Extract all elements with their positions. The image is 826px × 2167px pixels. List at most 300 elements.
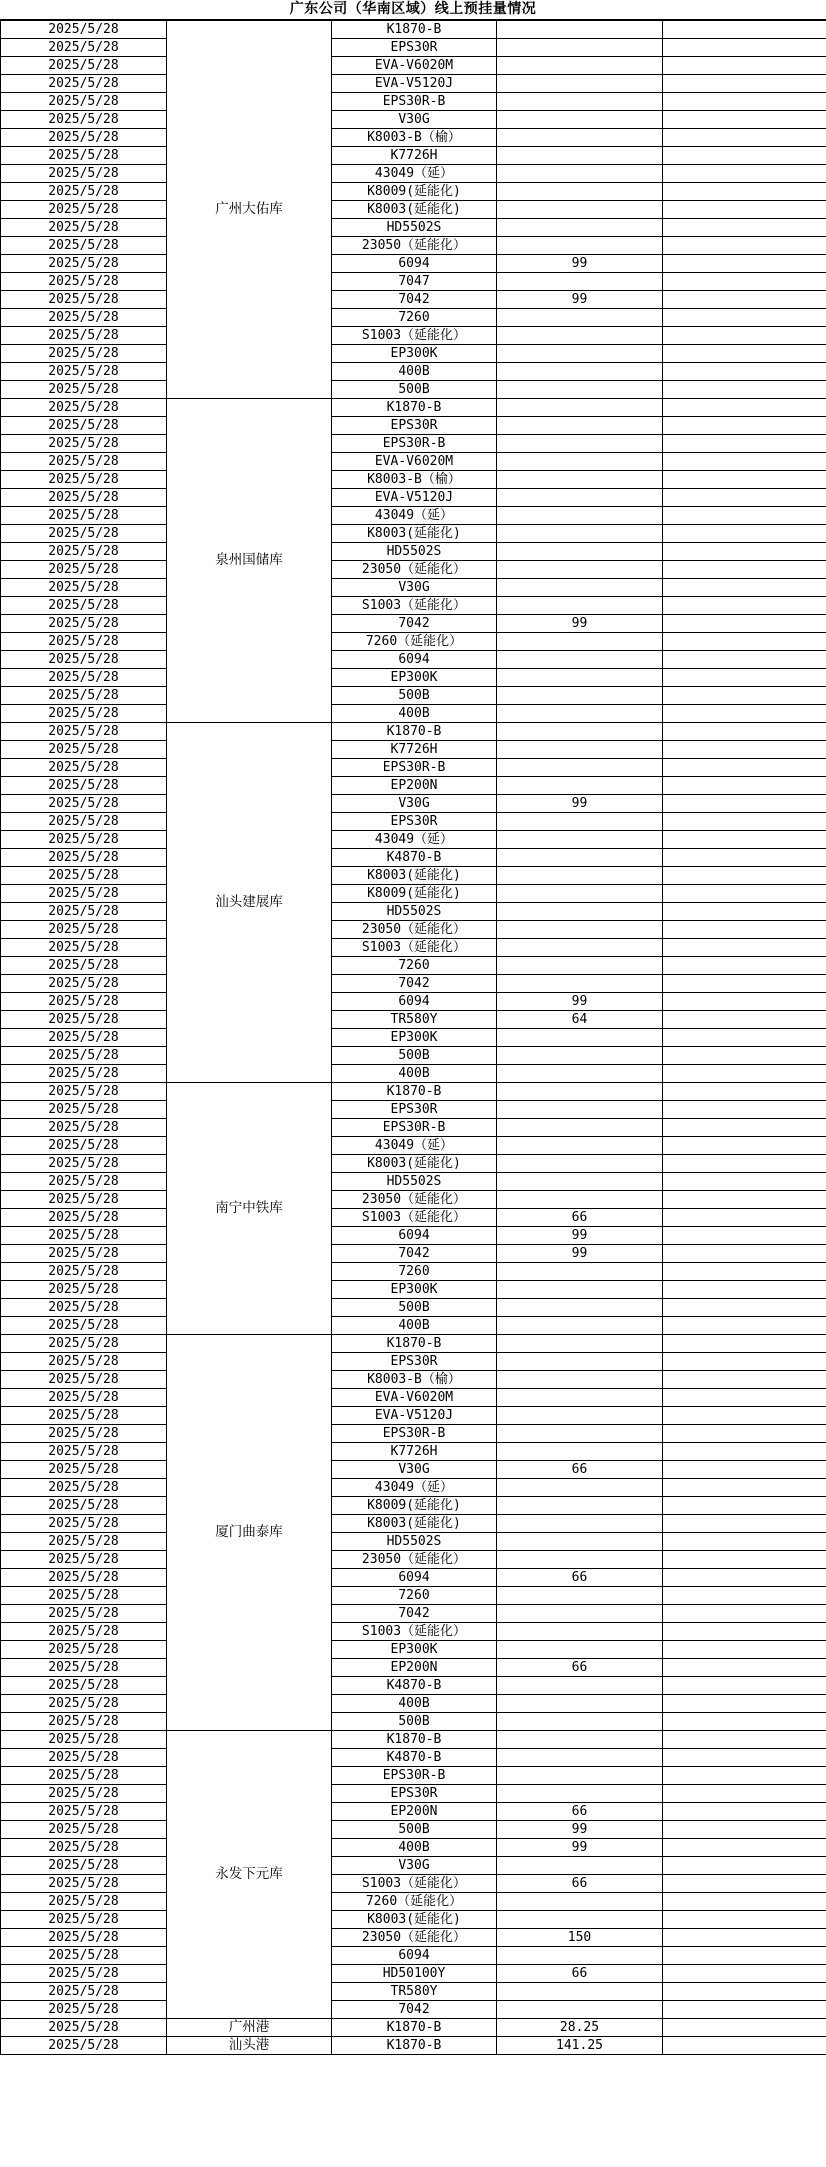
quantity-cell[interactable] (497, 327, 663, 345)
empty-cell[interactable] (663, 1119, 826, 1137)
quantity-cell[interactable] (497, 705, 663, 723)
date-cell[interactable]: 2025/5/28 (1, 867, 167, 885)
empty-cell[interactable] (663, 543, 826, 561)
quantity-cell[interactable] (497, 111, 663, 129)
empty-cell[interactable] (663, 579, 826, 597)
product-cell[interactable]: EVA-V5120J (332, 489, 497, 507)
product-cell[interactable]: K1870-B (332, 2037, 497, 2055)
product-cell[interactable]: 7042 (332, 615, 497, 633)
product-cell[interactable]: EP200N (332, 1803, 497, 1821)
date-cell[interactable]: 2025/5/28 (1, 741, 167, 759)
date-cell[interactable]: 2025/5/28 (1, 1947, 167, 1965)
product-cell[interactable]: 6094 (332, 1947, 497, 1965)
quantity-cell[interactable]: 66 (497, 1209, 663, 1227)
product-cell[interactable]: 23050（延能化） (332, 237, 497, 255)
empty-cell[interactable] (663, 219, 826, 237)
product-cell[interactable]: 400B (332, 1695, 497, 1713)
quantity-cell[interactable] (497, 1785, 663, 1803)
quantity-cell[interactable] (497, 1947, 663, 1965)
date-cell[interactable]: 2025/5/28 (1, 2001, 167, 2019)
quantity-cell[interactable] (497, 1749, 663, 1767)
quantity-cell[interactable] (497, 1497, 663, 1515)
product-cell[interactable]: K7726H (332, 741, 497, 759)
quantity-cell[interactable] (497, 363, 663, 381)
product-cell[interactable]: 500B (332, 1047, 497, 1065)
date-cell[interactable]: 2025/5/28 (1, 1281, 167, 1299)
quantity-cell[interactable] (497, 1893, 663, 1911)
quantity-cell[interactable] (497, 1479, 663, 1497)
product-cell[interactable]: K8009(延能化) (332, 885, 497, 903)
quantity-cell[interactable] (497, 777, 663, 795)
product-cell[interactable]: EPS30R (332, 813, 497, 831)
empty-cell[interactable] (663, 795, 826, 813)
date-cell[interactable]: 2025/5/28 (1, 291, 167, 309)
quantity-cell[interactable] (497, 741, 663, 759)
date-cell[interactable]: 2025/5/28 (1, 1443, 167, 1461)
date-cell[interactable]: 2025/5/28 (1, 687, 167, 705)
product-cell[interactable]: EVA-V5120J (332, 1407, 497, 1425)
product-cell[interactable]: EVA-V6020M (332, 57, 497, 75)
quantity-cell[interactable]: 99 (497, 255, 663, 273)
product-cell[interactable]: EPS30R-B (332, 93, 497, 111)
date-cell[interactable]: 2025/5/28 (1, 1155, 167, 1173)
empty-cell[interactable] (663, 1713, 826, 1731)
date-cell[interactable]: 2025/5/28 (1, 201, 167, 219)
product-cell[interactable]: EVA-V5120J (332, 75, 497, 93)
quantity-cell[interactable] (497, 399, 663, 417)
quantity-cell[interactable] (497, 525, 663, 543)
quantity-cell[interactable] (497, 1101, 663, 1119)
quantity-cell[interactable]: 99 (497, 1821, 663, 1839)
quantity-cell[interactable] (497, 1047, 663, 1065)
quantity-cell[interactable] (497, 921, 663, 939)
quantity-cell[interactable] (497, 687, 663, 705)
empty-cell[interactable] (663, 903, 826, 921)
quantity-cell[interactable] (497, 1353, 663, 1371)
quantity-cell[interactable] (497, 1173, 663, 1191)
warehouse-cell[interactable]: 厦门曲泰库 (167, 1335, 332, 1731)
product-cell[interactable]: 7260 (332, 957, 497, 975)
empty-cell[interactable] (663, 291, 826, 309)
quantity-cell[interactable] (497, 1857, 663, 1875)
product-cell[interactable]: 7042 (332, 975, 497, 993)
empty-cell[interactable] (663, 2019, 826, 2037)
quantity-cell[interactable] (497, 1065, 663, 1083)
date-cell[interactable]: 2025/5/28 (1, 1569, 167, 1587)
empty-cell[interactable] (663, 1839, 826, 1857)
date-cell[interactable]: 2025/5/28 (1, 651, 167, 669)
quantity-cell[interactable] (497, 633, 663, 651)
product-cell[interactable]: K1870-B (332, 1731, 497, 1749)
product-cell[interactable]: K8003(延能化) (332, 201, 497, 219)
product-cell[interactable]: 23050（延能化） (332, 1929, 497, 1947)
date-cell[interactable]: 2025/5/28 (1, 1623, 167, 1641)
quantity-cell[interactable] (497, 381, 663, 399)
date-cell[interactable]: 2025/5/28 (1, 1695, 167, 1713)
date-cell[interactable]: 2025/5/28 (1, 975, 167, 993)
quantity-cell[interactable] (497, 1317, 663, 1335)
empty-cell[interactable] (663, 1875, 826, 1893)
date-cell[interactable]: 2025/5/28 (1, 1929, 167, 1947)
quantity-cell[interactable] (497, 129, 663, 147)
empty-cell[interactable] (663, 1371, 826, 1389)
empty-cell[interactable] (663, 525, 826, 543)
quantity-cell[interactable] (497, 1713, 663, 1731)
date-cell[interactable]: 2025/5/28 (1, 417, 167, 435)
date-cell[interactable]: 2025/5/28 (1, 1911, 167, 1929)
product-cell[interactable]: K8003(延能化) (332, 1155, 497, 1173)
product-cell[interactable]: 6094 (332, 651, 497, 669)
product-cell[interactable]: K8003(延能化) (332, 1515, 497, 1533)
date-cell[interactable]: 2025/5/28 (1, 1659, 167, 1677)
date-cell[interactable]: 2025/5/28 (1, 849, 167, 867)
product-cell[interactable]: K7726H (332, 147, 497, 165)
product-cell[interactable]: V30G (332, 579, 497, 597)
date-cell[interactable]: 2025/5/28 (1, 1839, 167, 1857)
quantity-cell[interactable] (497, 561, 663, 579)
product-cell[interactable]: 500B (332, 381, 497, 399)
empty-cell[interactable] (663, 1569, 826, 1587)
product-cell[interactable]: 7260（延能化） (332, 633, 497, 651)
date-cell[interactable]: 2025/5/28 (1, 2037, 167, 2055)
warehouse-cell[interactable]: 永发下元库 (167, 1731, 332, 2019)
empty-cell[interactable] (663, 327, 826, 345)
quantity-cell[interactable]: 66 (497, 1965, 663, 1983)
date-cell[interactable]: 2025/5/28 (1, 1767, 167, 1785)
quantity-cell[interactable] (497, 1551, 663, 1569)
product-cell[interactable]: K8009(延能化) (332, 1497, 497, 1515)
quantity-cell[interactable] (497, 237, 663, 255)
date-cell[interactable]: 2025/5/28 (1, 1983, 167, 2001)
empty-cell[interactable] (663, 75, 826, 93)
product-cell[interactable]: 7042 (332, 1605, 497, 1623)
quantity-cell[interactable] (497, 273, 663, 291)
date-cell[interactable]: 2025/5/28 (1, 435, 167, 453)
date-cell[interactable]: 2025/5/28 (1, 831, 167, 849)
empty-cell[interactable] (663, 1623, 826, 1641)
date-cell[interactable]: 2025/5/28 (1, 1371, 167, 1389)
date-cell[interactable]: 2025/5/28 (1, 561, 167, 579)
date-cell[interactable]: 2025/5/28 (1, 1191, 167, 1209)
date-cell[interactable]: 2025/5/28 (1, 957, 167, 975)
empty-cell[interactable] (663, 201, 826, 219)
quantity-cell[interactable] (497, 1389, 663, 1407)
date-cell[interactable]: 2025/5/28 (1, 453, 167, 471)
product-cell[interactable]: K1870-B (332, 21, 497, 39)
empty-cell[interactable] (663, 1551, 826, 1569)
date-cell[interactable]: 2025/5/28 (1, 1011, 167, 1029)
empty-cell[interactable] (663, 183, 826, 201)
empty-cell[interactable] (663, 885, 826, 903)
empty-cell[interactable] (663, 237, 826, 255)
product-cell[interactable]: 7042 (332, 2001, 497, 2019)
date-cell[interactable]: 2025/5/28 (1, 1389, 167, 1407)
empty-cell[interactable] (663, 1245, 826, 1263)
date-cell[interactable]: 2025/5/28 (1, 1677, 167, 1695)
date-cell[interactable]: 2025/5/28 (1, 1497, 167, 1515)
product-cell[interactable]: 23050（延能化） (332, 561, 497, 579)
date-cell[interactable]: 2025/5/28 (1, 489, 167, 507)
quantity-cell[interactable] (497, 723, 663, 741)
empty-cell[interactable] (663, 1407, 826, 1425)
empty-cell[interactable] (663, 1587, 826, 1605)
date-cell[interactable]: 2025/5/28 (1, 615, 167, 633)
date-cell[interactable]: 2025/5/28 (1, 1605, 167, 1623)
date-cell[interactable]: 2025/5/28 (1, 2019, 167, 2037)
product-cell[interactable]: EPS30R-B (332, 759, 497, 777)
product-cell[interactable]: S1003（延能化） (332, 939, 497, 957)
date-cell[interactable]: 2025/5/28 (1, 345, 167, 363)
empty-cell[interactable] (663, 39, 826, 57)
quantity-cell[interactable] (497, 1515, 663, 1533)
empty-cell[interactable] (663, 1299, 826, 1317)
quantity-cell[interactable] (497, 813, 663, 831)
quantity-cell[interactable] (497, 1677, 663, 1695)
quantity-cell[interactable] (497, 57, 663, 75)
empty-cell[interactable] (663, 1929, 826, 1947)
product-cell[interactable]: HD5502S (332, 1533, 497, 1551)
empty-cell[interactable] (663, 1443, 826, 1461)
product-cell[interactable]: K8003-B（榆） (332, 129, 497, 147)
empty-cell[interactable] (663, 561, 826, 579)
empty-cell[interactable] (663, 1479, 826, 1497)
quantity-cell[interactable] (497, 1587, 663, 1605)
quantity-cell[interactable] (497, 1155, 663, 1173)
product-cell[interactable]: S1003（延能化） (332, 327, 497, 345)
product-cell[interactable]: HD5502S (332, 219, 497, 237)
quantity-cell[interactable] (497, 417, 663, 435)
product-cell[interactable]: 7260 (332, 1587, 497, 1605)
product-cell[interactable]: 43049（延） (332, 165, 497, 183)
quantity-cell[interactable] (497, 147, 663, 165)
quantity-cell[interactable]: 99 (497, 1245, 663, 1263)
quantity-cell[interactable] (497, 1335, 663, 1353)
product-cell[interactable]: EPS30R (332, 39, 497, 57)
product-cell[interactable]: 7260 (332, 1263, 497, 1281)
quantity-cell[interactable]: 66 (497, 1461, 663, 1479)
warehouse-cell[interactable]: 汕头建展库 (167, 723, 332, 1083)
quantity-cell[interactable]: 99 (497, 291, 663, 309)
empty-cell[interactable] (663, 687, 826, 705)
empty-cell[interactable] (663, 615, 826, 633)
quantity-cell[interactable] (497, 1119, 663, 1137)
quantity-cell[interactable] (497, 1137, 663, 1155)
empty-cell[interactable] (663, 1227, 826, 1245)
quantity-cell[interactable] (497, 1641, 663, 1659)
empty-cell[interactable] (663, 2037, 826, 2055)
product-cell[interactable]: HD5502S (332, 1173, 497, 1191)
empty-cell[interactable] (663, 993, 826, 1011)
quantity-cell[interactable] (497, 21, 663, 39)
product-cell[interactable]: EP200N (332, 777, 497, 795)
product-cell[interactable]: 43049（延） (332, 1479, 497, 1497)
product-cell[interactable]: 400B (332, 1839, 497, 1857)
date-cell[interactable]: 2025/5/28 (1, 1245, 167, 1263)
empty-cell[interactable] (663, 1497, 826, 1515)
empty-cell[interactable] (663, 1731, 826, 1749)
date-cell[interactable]: 2025/5/28 (1, 1587, 167, 1605)
empty-cell[interactable] (663, 489, 826, 507)
date-cell[interactable]: 2025/5/28 (1, 39, 167, 57)
quantity-cell[interactable] (497, 1533, 663, 1551)
date-cell[interactable]: 2025/5/28 (1, 57, 167, 75)
empty-cell[interactable] (663, 1695, 826, 1713)
quantity-cell[interactable]: 28.25 (497, 2019, 663, 2037)
date-cell[interactable]: 2025/5/28 (1, 381, 167, 399)
quantity-cell[interactable] (497, 1911, 663, 1929)
empty-cell[interactable] (663, 1893, 826, 1911)
empty-cell[interactable] (663, 849, 826, 867)
date-cell[interactable]: 2025/5/28 (1, 237, 167, 255)
product-cell[interactable]: 6094 (332, 1227, 497, 1245)
product-cell[interactable]: HD50100Y (332, 1965, 497, 1983)
empty-cell[interactable] (663, 1335, 826, 1353)
product-cell[interactable]: S1003（延能化） (332, 1623, 497, 1641)
empty-cell[interactable] (663, 1317, 826, 1335)
date-cell[interactable]: 2025/5/28 (1, 1515, 167, 1533)
date-cell[interactable]: 2025/5/28 (1, 1857, 167, 1875)
product-cell[interactable]: K1870-B (332, 723, 497, 741)
product-cell[interactable]: EP300K (332, 1641, 497, 1659)
empty-cell[interactable] (663, 723, 826, 741)
product-cell[interactable]: K1870-B (332, 399, 497, 417)
empty-cell[interactable] (663, 1065, 826, 1083)
product-cell[interactable]: K7726H (332, 1443, 497, 1461)
date-cell[interactable]: 2025/5/28 (1, 219, 167, 237)
date-cell[interactable]: 2025/5/28 (1, 921, 167, 939)
empty-cell[interactable] (663, 1605, 826, 1623)
date-cell[interactable]: 2025/5/28 (1, 579, 167, 597)
date-cell[interactable]: 2025/5/28 (1, 1029, 167, 1047)
date-cell[interactable]: 2025/5/28 (1, 1533, 167, 1551)
quantity-cell[interactable] (497, 309, 663, 327)
quantity-cell[interactable] (497, 975, 663, 993)
product-cell[interactable]: K1870-B (332, 1335, 497, 1353)
quantity-cell[interactable] (497, 435, 663, 453)
date-cell[interactable]: 2025/5/28 (1, 1749, 167, 1767)
quantity-cell[interactable] (497, 471, 663, 489)
product-cell[interactable]: K8003(延能化) (332, 525, 497, 543)
date-cell[interactable]: 2025/5/28 (1, 21, 167, 39)
date-cell[interactable]: 2025/5/28 (1, 1731, 167, 1749)
empty-cell[interactable] (663, 1515, 826, 1533)
date-cell[interactable]: 2025/5/28 (1, 1227, 167, 1245)
warehouse-cell[interactable]: 广州大佑库 (167, 21, 332, 399)
date-cell[interactable]: 2025/5/28 (1, 1785, 167, 1803)
date-cell[interactable]: 2025/5/28 (1, 939, 167, 957)
date-cell[interactable]: 2025/5/28 (1, 1461, 167, 1479)
quantity-cell[interactable] (497, 489, 663, 507)
product-cell[interactable]: EVA-V6020M (332, 1389, 497, 1407)
product-cell[interactable]: EPS30R-B (332, 1767, 497, 1785)
warehouse-cell[interactable]: 泉州国储库 (167, 399, 332, 723)
quantity-cell[interactable]: 99 (497, 993, 663, 1011)
date-cell[interactable]: 2025/5/28 (1, 1101, 167, 1119)
empty-cell[interactable] (663, 1137, 826, 1155)
product-cell[interactable]: 500B (332, 1713, 497, 1731)
empty-cell[interactable] (663, 345, 826, 363)
product-cell[interactable]: K8003(延能化) (332, 1911, 497, 1929)
product-cell[interactable]: K8003(延能化) (332, 867, 497, 885)
empty-cell[interactable] (663, 975, 826, 993)
date-cell[interactable]: 2025/5/28 (1, 1965, 167, 1983)
date-cell[interactable]: 2025/5/28 (1, 183, 167, 201)
quantity-cell[interactable] (497, 1191, 663, 1209)
empty-cell[interactable] (663, 1533, 826, 1551)
product-cell[interactable]: 400B (332, 1317, 497, 1335)
empty-cell[interactable] (663, 1641, 826, 1659)
date-cell[interactable]: 2025/5/28 (1, 759, 167, 777)
date-cell[interactable]: 2025/5/28 (1, 1803, 167, 1821)
empty-cell[interactable] (663, 867, 826, 885)
product-cell[interactable]: 400B (332, 363, 497, 381)
quantity-cell[interactable] (497, 165, 663, 183)
empty-cell[interactable] (663, 1659, 826, 1677)
date-cell[interactable]: 2025/5/28 (1, 1875, 167, 1893)
product-cell[interactable]: TR580Y (332, 1011, 497, 1029)
quantity-cell[interactable] (497, 1983, 663, 2001)
product-cell[interactable]: EPS30R (332, 417, 497, 435)
empty-cell[interactable] (663, 93, 826, 111)
date-cell[interactable]: 2025/5/28 (1, 1425, 167, 1443)
quantity-cell[interactable] (497, 345, 663, 363)
date-cell[interactable]: 2025/5/28 (1, 597, 167, 615)
quantity-cell[interactable] (497, 75, 663, 93)
product-cell[interactable]: HD5502S (332, 903, 497, 921)
product-cell[interactable]: 23050（延能化） (332, 921, 497, 939)
product-cell[interactable]: 500B (332, 687, 497, 705)
quantity-cell[interactable]: 64 (497, 1011, 663, 1029)
empty-cell[interactable] (663, 1803, 826, 1821)
date-cell[interactable]: 2025/5/28 (1, 1641, 167, 1659)
empty-cell[interactable] (663, 1983, 826, 2001)
date-cell[interactable]: 2025/5/28 (1, 1083, 167, 1101)
product-cell[interactable]: V30G (332, 1461, 497, 1479)
date-cell[interactable]: 2025/5/28 (1, 1479, 167, 1497)
empty-cell[interactable] (663, 1677, 826, 1695)
date-cell[interactable]: 2025/5/28 (1, 1713, 167, 1731)
empty-cell[interactable] (663, 363, 826, 381)
quantity-cell[interactable] (497, 1605, 663, 1623)
empty-cell[interactable] (663, 399, 826, 417)
empty-cell[interactable] (663, 1083, 826, 1101)
empty-cell[interactable] (663, 471, 826, 489)
product-cell[interactable]: V30G (332, 1857, 497, 1875)
quantity-cell[interactable] (497, 507, 663, 525)
date-cell[interactable]: 2025/5/28 (1, 525, 167, 543)
empty-cell[interactable] (663, 2001, 826, 2019)
product-cell[interactable]: EPS30R-B (332, 1425, 497, 1443)
empty-cell[interactable] (663, 1911, 826, 1929)
quantity-cell[interactable] (497, 543, 663, 561)
product-cell[interactable]: 23050（延能化） (332, 1551, 497, 1569)
empty-cell[interactable] (663, 147, 826, 165)
date-cell[interactable]: 2025/5/28 (1, 1065, 167, 1083)
date-cell[interactable]: 2025/5/28 (1, 1119, 167, 1137)
date-cell[interactable]: 2025/5/28 (1, 705, 167, 723)
empty-cell[interactable] (663, 669, 826, 687)
date-cell[interactable]: 2025/5/28 (1, 1335, 167, 1353)
product-cell[interactable]: K4870-B (332, 1749, 497, 1767)
quantity-cell[interactable]: 141.25 (497, 2037, 663, 2055)
date-cell[interactable]: 2025/5/28 (1, 1317, 167, 1335)
date-cell[interactable]: 2025/5/28 (1, 1299, 167, 1317)
empty-cell[interactable] (663, 309, 826, 327)
quantity-cell[interactable] (497, 39, 663, 57)
empty-cell[interactable] (663, 1281, 826, 1299)
product-cell[interactable]: V30G (332, 795, 497, 813)
quantity-cell[interactable] (497, 579, 663, 597)
